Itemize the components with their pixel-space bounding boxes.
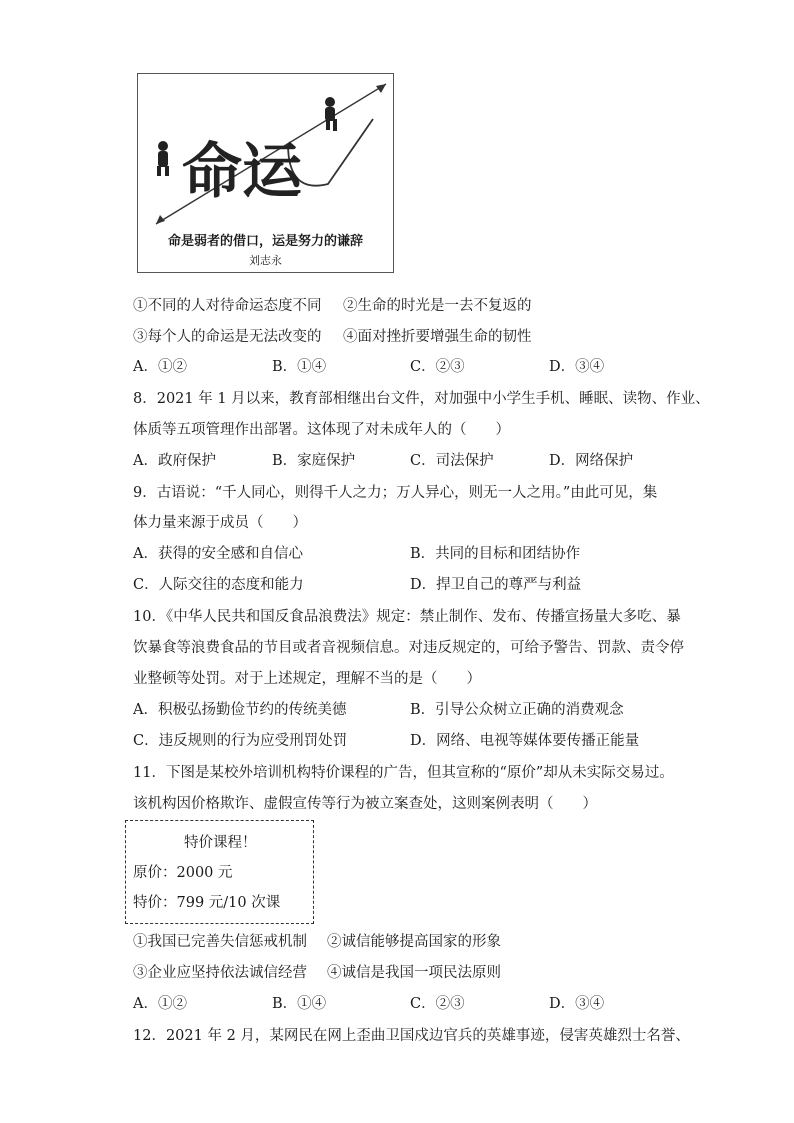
fate-big-text: 命运 <box>182 137 302 207</box>
q7-option-c: C．②③ <box>410 359 465 375</box>
q9-option-d: D．捍卫自己的尊严与利益 <box>410 577 582 593</box>
q11-statement-2: ②诚信能够提高国家的形象 <box>327 934 501 950</box>
ad-title: 特价课程！ <box>184 835 257 851</box>
q11-stem-line-2: 该机构因价格欺诈、虚假宣传等行为被立案查处，这则案例表明（ ） <box>133 796 597 812</box>
q11-ad-box <box>125 820 314 924</box>
q10-option-b: B．引导公众树立正确的消费观念 <box>410 702 624 718</box>
q9-option-c: C．人际交往的态度和能力 <box>133 577 304 593</box>
q11-option-d: D．③④ <box>549 996 605 1012</box>
q10-stem-line-2: 饮暴食等浪费食品的节目或者音视频信息。对违反规定的，可给予警告、罚款、责令停 <box>133 640 684 656</box>
q12-stem-line-1: 12．2021 年 2 月，某网民在网上歪曲卫国戍边官兵的英雄事迹，侵害英雄烈士名誉、 <box>133 1028 690 1044</box>
q7-option-a: A．①② <box>133 359 187 375</box>
q10-option-a: A．积极弘扬勤俭节约的传统美德 <box>133 702 347 718</box>
q11-statement-3: ③企业应坚持依法诚信经营 <box>133 965 307 981</box>
fate-author: 刘志永 <box>249 254 282 267</box>
fate-illustration <box>137 73 394 273</box>
q8-option-a: A．政府保护 <box>133 453 216 469</box>
q8-option-b: B．家庭保护 <box>272 453 356 469</box>
q11-option-a: A．①② <box>133 996 187 1012</box>
q11-statement-4: ④诚信是我国一项民法原则 <box>327 965 501 981</box>
fate-caption: 命是弱者的借口，运是努力的谦辞 <box>167 234 363 249</box>
q9-option-a: A．获得的安全感和自信心 <box>133 546 303 562</box>
q10-option-c: C．违反规则的行为应受刑罚处罚 <box>133 733 348 749</box>
q10-stem-line-1: 10．《中华人民共和国反食品浪费法》规定：禁止制作、发布、传播宣扬量大多吃、暴 <box>133 609 681 625</box>
q8-stem-line-2: 体质等五项管理作出部署。这体现了对未成年人的（ ） <box>133 422 510 438</box>
q9-stem-line-2: 体力量来源于成员（ ） <box>133 515 307 531</box>
q9-option-b: B．共同的目标和团结协作 <box>410 546 581 562</box>
q8-stem-line-1: 8．2021 年 1 月以来，教育部相继出台文件，对加强中小学生手机、睡眠、读物、作业、 <box>133 391 710 407</box>
q10-option-d: D．网络、电视等媒体要传播正能量 <box>410 733 640 749</box>
q7-statement-2: ②生命的时光是一去不复返的 <box>343 298 532 314</box>
q8-option-d: D．网络保护 <box>549 453 634 469</box>
q10-stem-line-3: 业整顿等处罚。对于上述规定，理解不当的是（ ） <box>133 671 481 687</box>
q8-option-c: C．司法保护 <box>410 453 494 469</box>
q11-option-b: B．①④ <box>272 996 327 1012</box>
q7-statement-3: ③每个人的命运是无法改变的 <box>133 329 322 345</box>
q7-statement-1: ①不同的人对待命运态度不同 <box>133 298 322 314</box>
q11-stem-line-1: 11．下图是某校外培训机构特价课程的广告，但其宣称的“原价”却从未实际交易过。 <box>133 765 674 781</box>
ad-sale-price: 特价：799 元/10 次课 <box>133 895 281 911</box>
q11-statement-1: ①我国已完善失信惩戒机制 <box>133 934 307 950</box>
q7-option-b: B．①④ <box>272 359 327 375</box>
q7-statement-4: ④面对挫折要增强生命的韧性 <box>343 329 532 345</box>
q9-stem-line-1: 9．古语说：“千人同心，则得千人之力；万人异心，则无一人之用。”由此可见，集 <box>133 485 658 501</box>
ad-original-price: 原价：2000 元 <box>133 865 233 881</box>
q7-option-d: D．③④ <box>549 359 605 375</box>
q11-option-c: C．②③ <box>410 996 465 1012</box>
